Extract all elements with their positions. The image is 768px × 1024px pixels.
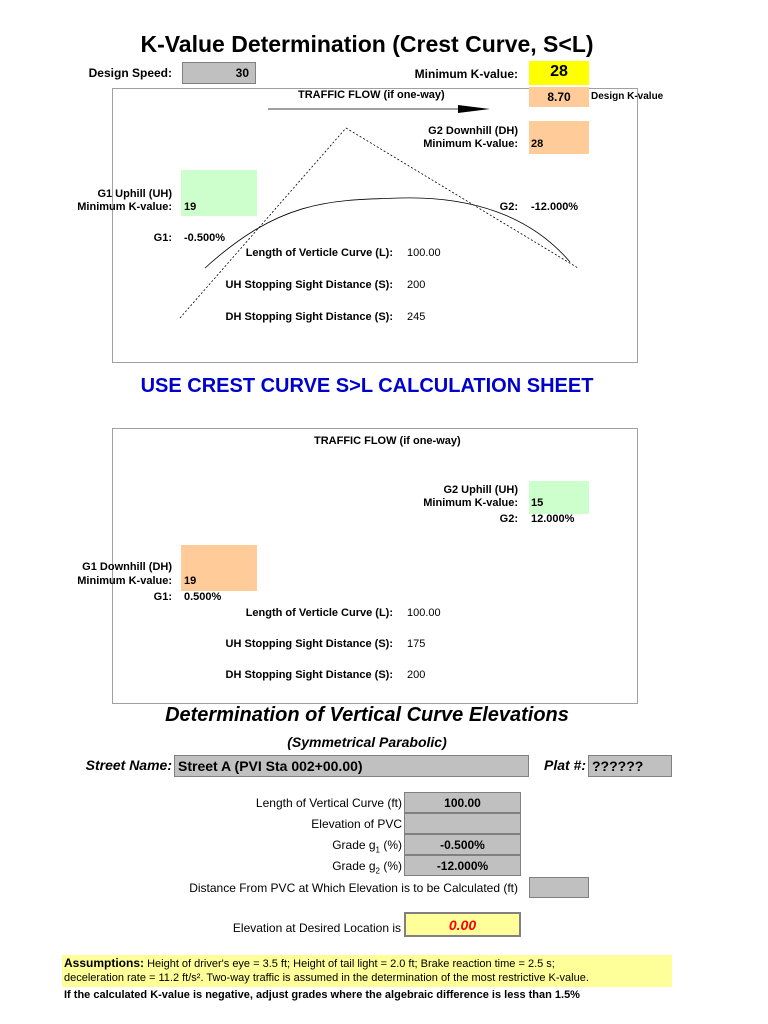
g1-min-k-value: 19 (184, 575, 197, 587)
g2-min-k-value: 15 (531, 497, 544, 509)
g1-min-k-label: Minimum K-value: (77, 201, 172, 213)
g1-label: G1: (153, 591, 172, 603)
uh-ssd-value: 200 (407, 279, 426, 291)
traffic-flow-label: TRAFFIC FLOW (if one-way) (298, 89, 445, 101)
lvc-label: Length of Verticle Curve (L): (245, 247, 393, 259)
g1-title: G1 Downhill (DH) (82, 561, 172, 573)
plat-label: Plat #: (543, 757, 586, 773)
distance-label: Distance From PVC at Which Elevation is to be Calculated (ft) (189, 881, 518, 895)
g1-value: 0.500% (184, 591, 222, 603)
g1-title: G1 Uphill (UH) (97, 188, 172, 200)
design-speed-value: 30 (235, 66, 249, 80)
elevation-result: 0.00 (404, 912, 521, 937)
design-speed-input[interactable] (182, 62, 256, 84)
calc-sheet-banner: USE CREST CURVE S>L CALCULATION SHEET (140, 375, 594, 397)
lvc-label: Length of Verticle Curve (L): (245, 607, 393, 619)
g2-min-k-label: Minimum K-value: (423, 138, 518, 150)
grade-g2-prefix: Grade g (332, 859, 376, 873)
g2-title: G2 Downhill (DH) (428, 125, 518, 137)
g2-min-k-label: Minimum K-value: (423, 497, 518, 509)
dh-ssd-label: DH Stopping Sight Distance (S): (225, 669, 393, 681)
dh-ssd-value: 245 (407, 311, 426, 323)
assumptions-label: Assumptions: (64, 956, 145, 970)
g1-min-k-label: Minimum K-value: (77, 575, 172, 587)
grade-g2-cell[interactable]: -12.000% (404, 855, 521, 876)
g2-value: 12.000% (531, 513, 575, 525)
g2-min-k-value: 28 (531, 138, 544, 150)
g1-min-k-value: 19 (184, 201, 197, 213)
design-k-label: Design K-value (591, 91, 664, 102)
grade-g2-suffix: (%) (380, 859, 402, 873)
lvc-value: 100.00 (407, 247, 441, 259)
g2-label: G2: (499, 513, 518, 525)
street-name-input[interactable] (174, 755, 529, 777)
street-name-value: Street A (PVI Sta 002+00.00) (178, 758, 363, 774)
grade-g1-prefix: Grade g (332, 838, 376, 852)
lvc-cell[interactable]: 100.00 (404, 792, 521, 813)
design-speed-label: Design Speed: (88, 66, 172, 80)
assumptions-line2: deceleration rate = 11.2 ft/s². Two-way traffic is assumed in the determination of the most restrictive K-value. (64, 972, 589, 984)
g1-label: G1: (153, 232, 172, 244)
page-title: K-Value Determination (Crest Curve, S<L) (140, 31, 594, 57)
grade-g1-cell[interactable]: -0.500% (404, 834, 521, 855)
grade-g2-label (200, 859, 402, 875)
grade-g1-suffix: (%) (380, 838, 402, 852)
uh-ssd-label: UH Stopping Sight Distance (S): (225, 279, 393, 291)
assumptions-box (62, 955, 672, 987)
traffic-arrow-head (458, 105, 490, 113)
pvc-label: Elevation of PVC (311, 817, 402, 831)
uh-ssd-value: 175 (407, 638, 426, 650)
elevations-subtitle: (Symmetrical Parabolic) (287, 734, 447, 750)
min-k-value: 28 (529, 61, 589, 85)
g2-label: G2: (499, 201, 518, 213)
grade-g1-label (200, 838, 402, 854)
assumptions-line1: Height of driver's eye = 3.5 ft; Height of tail light = 2.0 ft; Brake reaction time = 2.5 s; (144, 958, 555, 970)
g2-value: -12.000% (531, 201, 579, 213)
elevations-title: Determination of Vertical Curve Elevations (165, 704, 569, 726)
plat-value: ?????? (592, 758, 644, 774)
uh-ssd-label: UH Stopping Sight Distance (S): (225, 638, 393, 650)
street-name-label: Street Name: (85, 757, 172, 773)
g1-value: -0.500% (184, 232, 225, 244)
traffic-flow-label: TRAFFIC FLOW (if one-way) (314, 435, 461, 447)
lvc-value: 100.00 (407, 607, 441, 619)
design-k-value: 8.70 (529, 87, 589, 107)
grade-g1-sub: 1 (375, 845, 380, 855)
g2-title: G2 Uphill (UH) (443, 484, 518, 496)
pvc-cell[interactable] (404, 813, 521, 834)
min-k-label: Minimum K-value: (414, 67, 518, 81)
lvc-label: Length of Vertical Curve (ft) (255, 796, 402, 810)
distance-input[interactable] (529, 877, 589, 898)
dh-ssd-label: DH Stopping Sight Distance (S): (225, 311, 393, 323)
k-value-footnote: If the calculated K-value is negative, adjust grades where the algebraic difference is less than 1.5% (64, 989, 580, 1001)
plat-input[interactable] (588, 755, 672, 777)
elevation-label: Elevation at Desired Location is (232, 921, 401, 935)
dh-ssd-value: 200 (407, 669, 426, 681)
grade-g2-sub: 2 (375, 866, 380, 876)
